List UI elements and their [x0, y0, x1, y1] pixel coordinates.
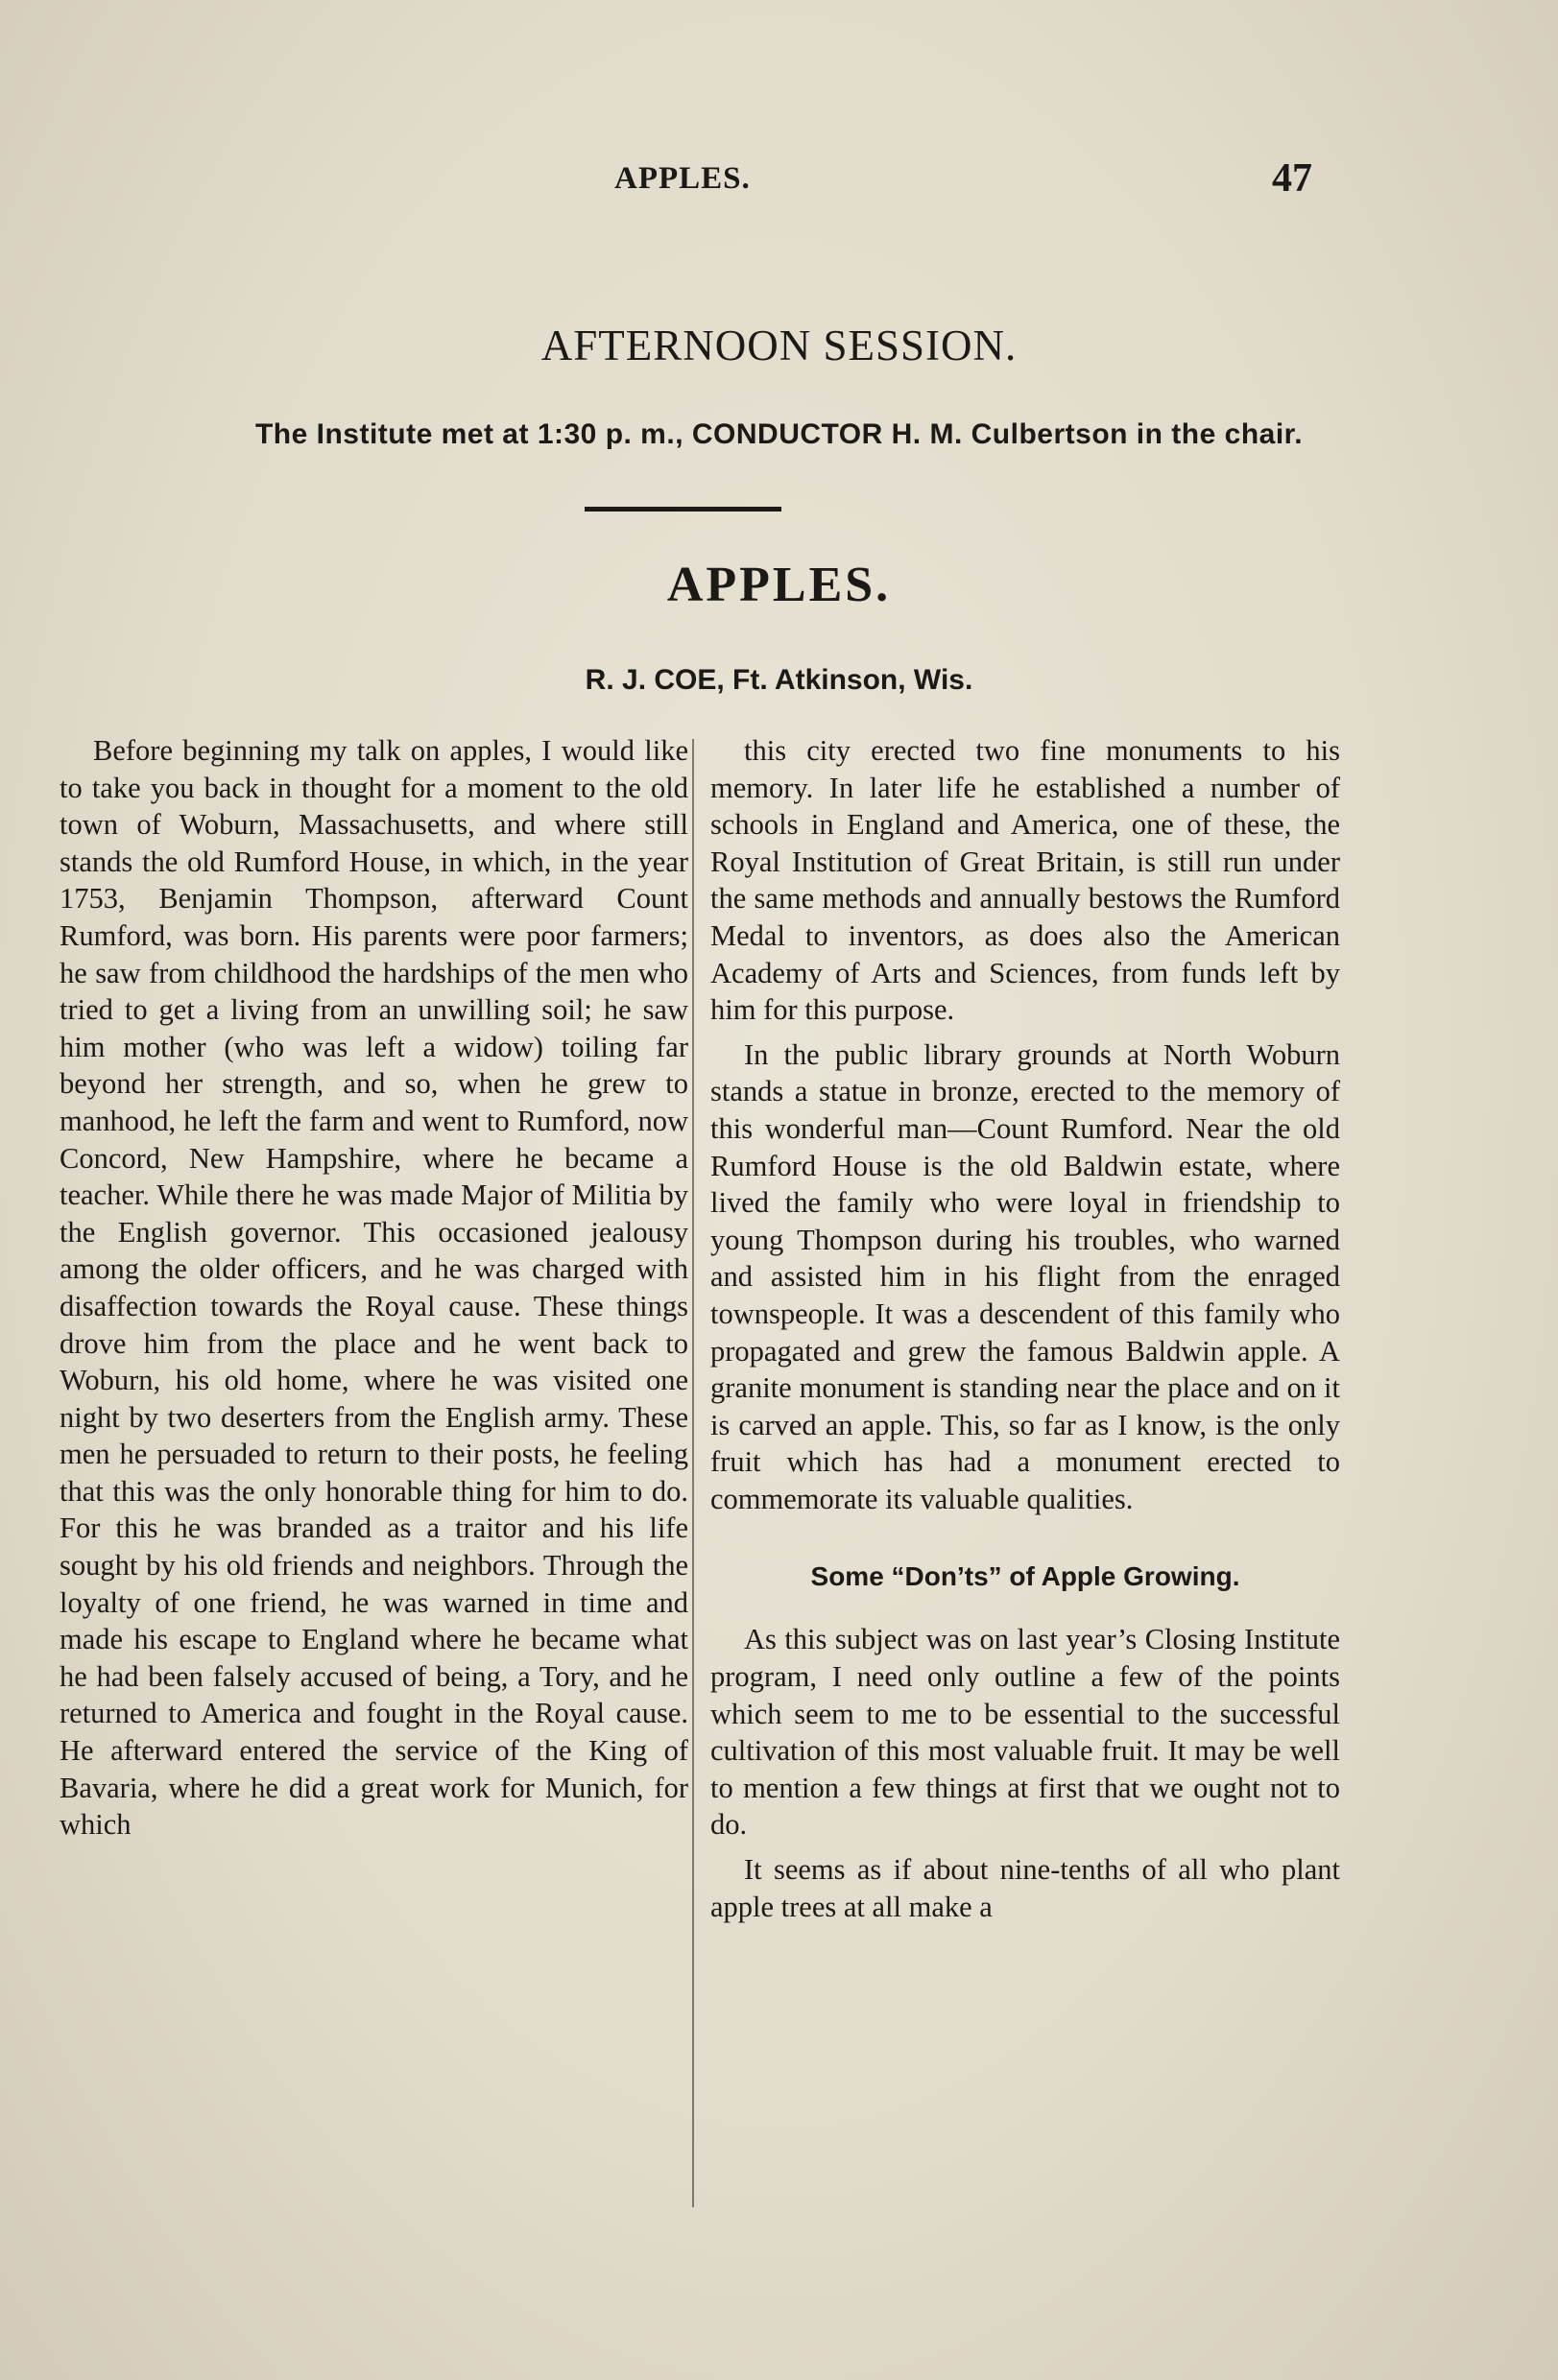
paragraph: In the public library grounds at North Woburn stands a statue in bronze, erected to the memory of this wonderful man—Count Rumford. Near the old Rumford House is the old Baldwin estate, where lived the family who were loyal in friendship to young Thompson during his troubles, who warned and assisted him in his flight from the enraged townspeople. It was a descendent of this family who propagated and grew the famous Baldwin apple. A granite monument is standing near the place and on it is carved an apple. This, so far as I know, is the only fruit which has had a monument erected to commemorate its valuable qualities.: [710, 1037, 1340, 1515]
section-subheading: Some “Don’ts” of Apple Growing.: [810, 1561, 1240, 1592]
running-head: [0, 156, 1558, 209]
paragraph: As this subject was on last year’s Closing Institute program, I need only outline a few of the points which seem to me to be essential to the successful cultivation of this most valuable fruit. It may be well to mention a few things at first that we ought not to do.: [710, 1623, 1340, 1842]
column-divider: [692, 739, 694, 2207]
paragraph: It seems as if about nine-tenths of all who plant apple trees at all make a: [710, 1853, 1340, 1923]
title-rule: [585, 507, 781, 512]
author-line: R. J. COE, Ft. Atkinson, Wis.: [585, 664, 973, 696]
meeting-line: The Institute met at 1:30 p. m., CONDUCTOR H. M. Culbertson in the chair.: [254, 418, 1304, 450]
left-column: [60, 732, 688, 1844]
running-title: APPLES.: [614, 161, 751, 196]
article-title: APPLES.: [666, 558, 892, 612]
session-title: AFTERNOON SESSION.: [540, 321, 1018, 369]
page-number: 47: [1272, 156, 1312, 201]
paragraph: this city erected two fine monuments to his memory. In later life he established a number of schools in England and America, one of these, the Royal Institution of Great Britain, is still run under the same methods and annually bestows the Rumford Medal to inventors, as does also the American Academy of Arts and Sciences, from funds left by him for this purpose.: [710, 734, 1340, 1027]
paragraph: Before beginning my talk on apples, I would like to take you back in thought for a moment to the old town of Woburn, Massachusetts, and where still stands the old Rumford House, in which, in the year 1753, Benjamin Thompson, afterward Count Rumford, was born. His parents were poor farmers; he saw from childhood the hardships of the men who tried to get a living from an unwilling soil; he saw him mother (who was left a widow) toiling far beyond her strength, and so, when he grew to manhood, he left the farm and went to Rumford, now Concord, New Hampshire, where he became a teacher. While there he was made Major of Militia by the English governor. This occasioned jealousy among the older officers, and he was charged with disaffection towards the Royal cause. These things drove him from the place and he went back to Woburn, his old home, where he was visited one night by two deserters from the English army. These men he persuaded to return to their posts, he feeling that this was the only honorable thing for him to do. For this he was branded as a traitor and his life sought by his old friends and neighbors. Through the loyalty of one friend, he was warned in time and made his escape to England where he became what he had been falsely accused of being, a Tory, and he returned to America and fought in the Royal cause. He afterward entered the service of the King of Bavaria, where he did a great work for Munich, for which: [60, 734, 688, 1842]
right-column: [710, 732, 1340, 1925]
